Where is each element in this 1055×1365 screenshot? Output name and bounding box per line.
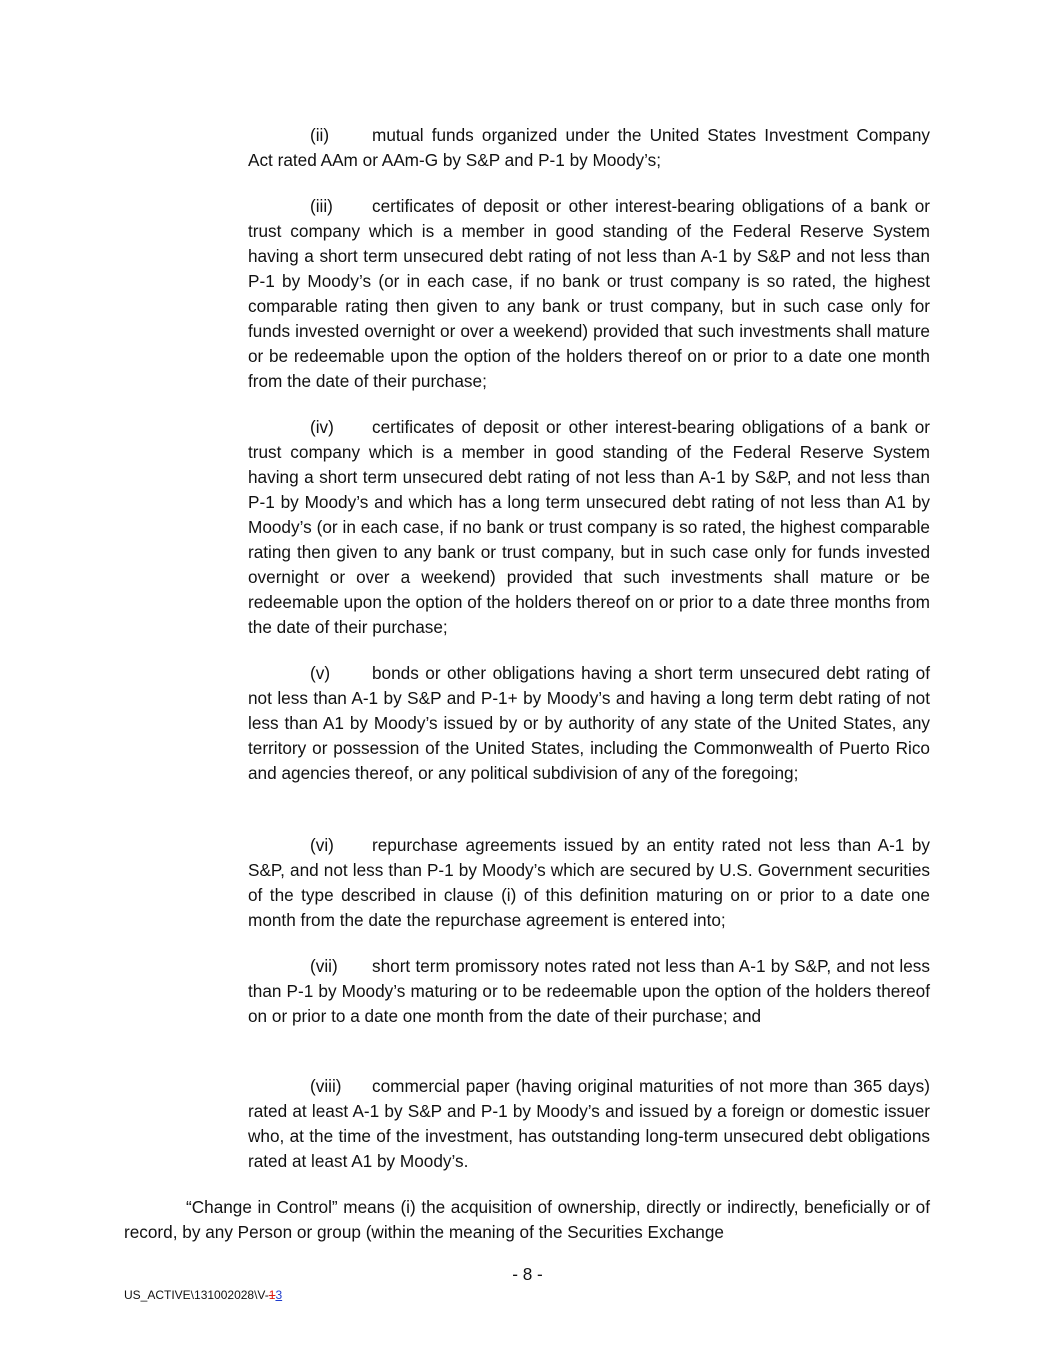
- clause-number: (iii): [310, 196, 333, 216]
- clause-ii: [248, 123, 930, 173]
- clause-number: (vi): [310, 835, 334, 855]
- clause-text: certificates of deposit or other interest-bearing obligations of a bank or trust company which is a member in good standing of the Federal Reserve System having a short term unsecured debt rating of not less than A-1 by S&P, and not less than P-1 by Moody’s and which has a long term unsecured debt rating of not less than A1 by Moody’s (or in each case, if no bank or trust company is so rated, the highest comparable rating then given to any bank or trust company, but in such case only for funds invested overnight or over a weekend) provided that such investments shall mature or be redeemable upon the option of the holders thereof on or prior to a date three months from the date of their purchase;: [248, 417, 930, 637]
- doc-version-inserted: 3: [275, 1288, 283, 1302]
- change-in-control-definition: “Change in Control” means (i) the acquisition of ownership, directly or indirectly, beneficially or of record, by any Person or group (within the meaning of the Securities Exchange: [124, 1197, 930, 1242]
- doc-id-prefix: US_ACTIVE\131002028\V-: [124, 1288, 269, 1302]
- clause-iv: [248, 415, 930, 640]
- clause-text: mutual funds organized under the United States Investment Company Act rated AAm or AAm-G by S&P and P-1 by Moody’s;: [248, 125, 930, 170]
- clause-number: (v): [310, 663, 331, 683]
- page-number: - 8 -: [512, 1264, 543, 1284]
- clause-v: [248, 661, 930, 786]
- clause-number: (ii): [310, 125, 330, 145]
- clause-vi: [248, 833, 930, 933]
- doc-version-deleted: 1: [268, 1288, 276, 1302]
- clause-iii: [248, 194, 930, 394]
- clause-number: (iv): [310, 417, 334, 437]
- clause-number: (vii): [310, 956, 338, 976]
- clause-text: certificates of deposit or other interest-bearing obligations of a bank or trust company which is a member in good standing of the Federal Reserve System having a short term unsecured debt rating of not less than A-1 by S&P and not less than P-1 by Moody’s (or in each case, if no bank or trust company is so rated, the highest comparable rating then given to any bank or trust company, but in such case only for funds invested overnight or over a weekend) provided that such investments shall mature or be redeemable upon the option of the holders thereof on or prior to a date one month from the date of their purchase;: [248, 196, 930, 391]
- clause-text: repurchase agreements issued by an entity rated not less than A-1 by S&P, and not less than P-1 by Moody’s which are secured by U.S. Government securities of the type described in clause (i) of this definition maturing on or prior to a date one month from the date the repurchase agreement is entered into;: [248, 835, 930, 930]
- clause-text: bonds or other obligations having a short term unsecured debt rating of not less than A-1 by S&P and P-1+ by Moody’s and having a long term debt rating of not less than A1 by Moody’s issued by or by authority of any state of the United States, any territory or possession of the United States, including the Commonwealth of Puerto Rico and agencies thereof, or any political subdivision of any of the foregoing;: [248, 663, 930, 783]
- clause-viii: [248, 1074, 930, 1174]
- document-id-footer: [124, 1287, 282, 1303]
- clause-number: (viii): [310, 1076, 342, 1096]
- clause-text: short term promissory notes rated not less than A-1 by S&P, and not less than P-1 by Moody’s maturing or to be redeemable upon the option of the holders thereof on or prior to a date one month from the date of their purchase; and: [248, 956, 930, 1026]
- clause-vii: [248, 954, 930, 1029]
- clause-text: commercial paper (having original maturities of not more than 365 days) rated at least A-1 by S&P and P-1 by Moody’s and issued by a foreign or domestic issuer who, at the time of the investment, has outstanding long-term unsecured debt obligations rated at least A1 by Moody’s.: [248, 1076, 930, 1171]
